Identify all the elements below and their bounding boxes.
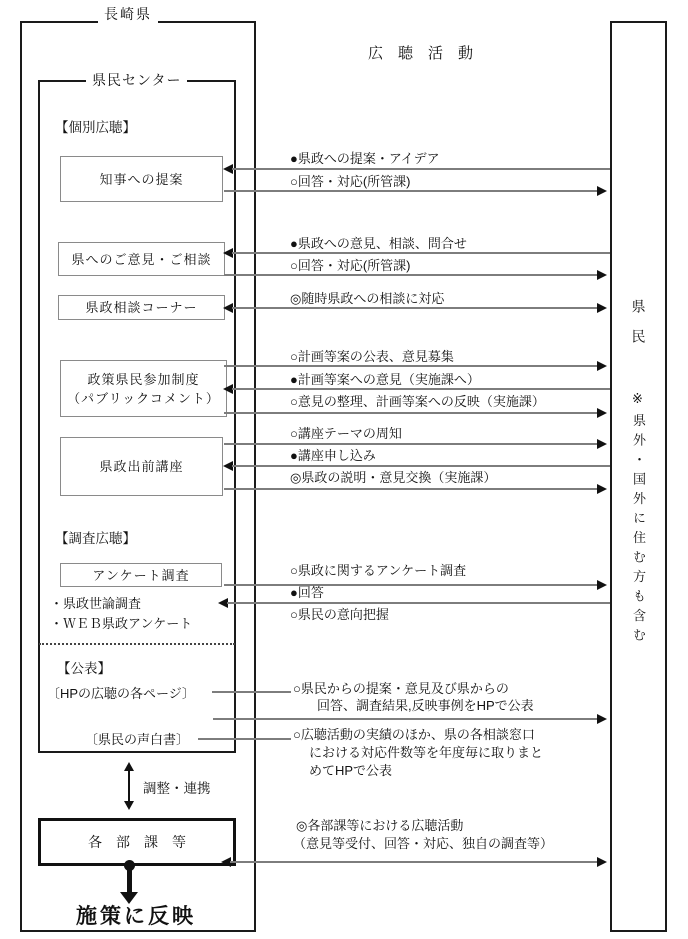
whitepaper-label: 〔県民の声白書〕	[85, 732, 190, 747]
flow-label: ○回答・対応(所管課)	[290, 258, 411, 273]
bullet-yoron-chosa: ・県政世論調査	[50, 596, 142, 611]
flow-label: ○県政に関するアンケート調査	[290, 563, 467, 578]
coordination-line	[128, 770, 130, 802]
arrowhead-right-icon	[597, 439, 607, 449]
citizen-label: 県民	[630, 299, 647, 359]
arrowhead-right-icon	[597, 857, 607, 867]
flow-line	[232, 465, 610, 467]
box-departments: 各 部 課 等	[38, 818, 236, 866]
flow-label: （意見等受付、回答・対応、独自の調査等）	[293, 836, 554, 851]
arrowhead-right-icon	[597, 186, 607, 196]
arrowhead-right-icon	[597, 714, 607, 724]
citizen-note-wrap	[610, 392, 667, 648]
coordination-label: 調整・連携	[143, 781, 211, 796]
arrowhead-right-icon	[597, 580, 607, 590]
flow-label: ○意見の整理、計画等案への反映（実施課）	[290, 394, 545, 409]
diagram-title: 広 聴 活 動	[368, 45, 474, 62]
flow-line	[232, 307, 598, 309]
flow-line	[232, 168, 610, 170]
flow-line	[224, 365, 598, 367]
flow-line	[224, 274, 598, 276]
connector-line	[212, 691, 291, 693]
kenmin-center-label: 県民センター	[86, 71, 187, 90]
flow-label: 回答、調査結果,反映事例をHPで公表	[317, 698, 534, 713]
flow-line	[213, 718, 598, 720]
flow-line	[232, 252, 610, 254]
citizen-note: ※県外・国外に住む方も含む	[631, 392, 646, 648]
box-consult-corner: 県政相談コーナー	[58, 295, 225, 320]
dotted-divider	[39, 643, 235, 645]
flow-line	[224, 443, 598, 445]
arrowhead-right-icon	[597, 361, 607, 371]
connector-line	[198, 738, 291, 740]
flow-label: ○回答・対応(所管課)	[290, 174, 411, 189]
flow-label: ●県政への意見、相談、問合せ	[290, 236, 467, 251]
box-governor-proposal: 知事への提案	[60, 156, 223, 202]
flow-label: めてHPで公表	[309, 763, 393, 778]
box-questionnaire: アンケート調査	[60, 563, 222, 587]
arrowhead-right-icon	[597, 303, 607, 313]
flow-line	[224, 584, 598, 586]
flow-label: ○計画等案の公表、意見募集	[290, 349, 454, 364]
section-publication: 【公表】	[57, 661, 111, 676]
flow-label: ●講座申し込み	[290, 448, 376, 463]
box-public-comment: 政策県民参加制度 （パブリックコメント）	[60, 360, 227, 417]
flow-label: ○県民からの提案・意見及び県からの	[293, 681, 509, 696]
flow-line	[224, 412, 598, 414]
flow-label: ○講座テーマの周知	[290, 426, 402, 441]
flow-label: ○県民の意向把握	[290, 607, 389, 622]
flow-label: ◎県政の説明・意見交換（実施課）	[290, 470, 497, 485]
arrowhead-down-icon	[124, 801, 134, 810]
bullet-web-enquete: ・ＷＥＢ県政アンケート	[50, 616, 193, 631]
section-individual: 【個別広聴】	[55, 120, 136, 135]
nagasaki-label: 長崎県	[98, 5, 158, 24]
flow-label: ●計画等案への意見（実施課へ）	[290, 372, 480, 387]
flow-line	[227, 602, 610, 604]
arrowhead-right-icon	[597, 408, 607, 418]
flow-label: ◎随時県政への相談に対応	[290, 291, 445, 306]
flow-line	[232, 388, 610, 390]
arrowhead-right-icon	[597, 270, 607, 280]
flow-label: ●回答	[290, 585, 324, 600]
flow-label: ○広聴活動の実績のほか、県の各相談窓口	[293, 727, 535, 742]
policy-reflection-label: 施策に反映	[76, 905, 196, 928]
flow-label: における対応件数等を年度毎に取りまと	[309, 745, 544, 760]
arrowhead-right-icon	[597, 484, 607, 494]
flow-label: ◎各部課等における広聴活動	[296, 818, 464, 833]
section-survey: 【調査広聴】	[55, 531, 136, 546]
citizen-label-wrap	[610, 299, 667, 359]
policy-arrow-line	[127, 866, 132, 893]
flow-line	[230, 861, 598, 863]
flow-label: ●県政への提案・アイデア	[290, 151, 440, 166]
box-opinions: 県へのご意見・ご相談	[58, 242, 225, 276]
box-demae-lecture: 県政出前講座	[60, 437, 223, 496]
flow-line	[224, 488, 598, 490]
hp-pages-label: 〔HPの広聴の各ページ〕	[47, 686, 195, 701]
flow-line	[224, 190, 598, 192]
